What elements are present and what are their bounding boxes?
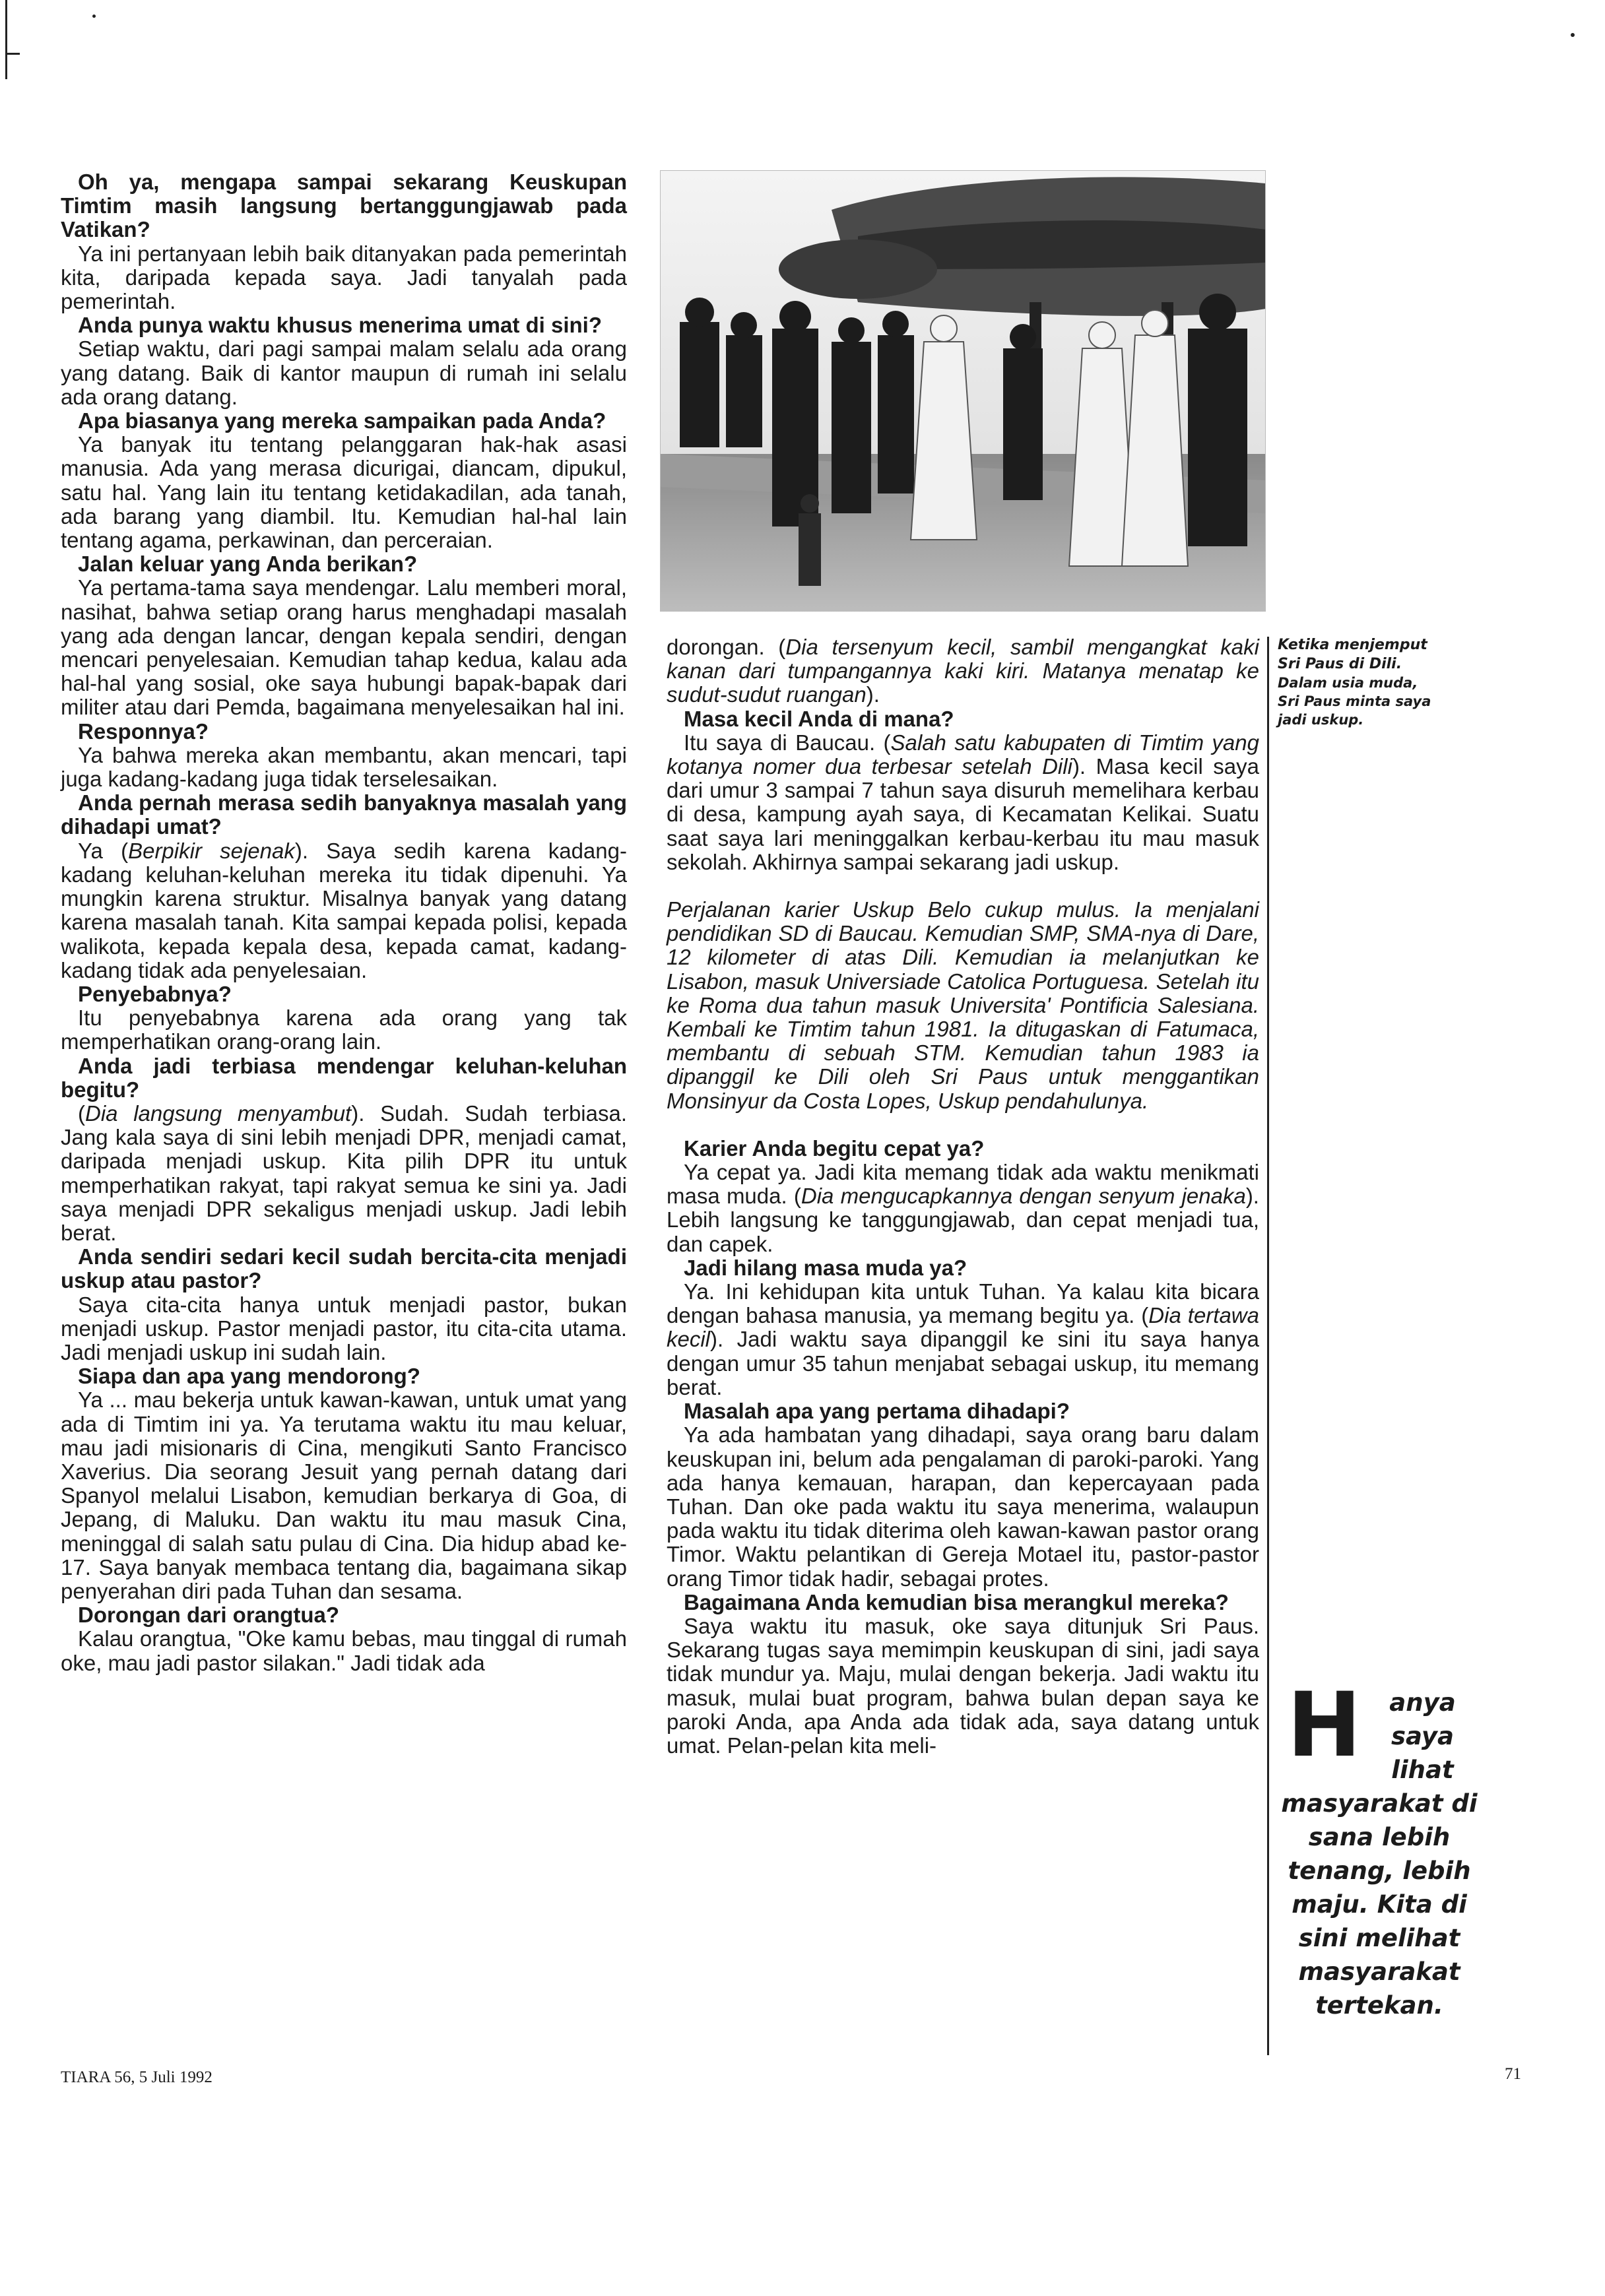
caption-rest: Dalam usia muda, Sri Paus minta saya jadi uskup. [1278,675,1431,728]
scan-speck [1571,33,1575,37]
interview-answer [61,1293,627,1365]
interview-question: Karier Anda begitu cepat ya? [684,1135,985,1161]
interview-answer [667,1280,1259,1399]
column-divider [1267,637,1269,2055]
interview-question: Responnya? [78,718,209,744]
interview-answer [667,731,1259,874]
biography-paragraph: Perjalanan karier Uskup Belo cukup mulus. Ia menjalani pendidikan SD di Baucau. Kemudian SMP, SMA-nya di Dare, 12 kilometer di atas Dili. Kemudian ia melanjutkan ke Lisabon, masuk Universiade Catolica Portuguesa. Setelah itu ke Roma dua tahun masuk Universita' Pontificia Salesiana. Kembali ke Timtim tahun 1981. Ia ditugaskan di Fatumaca, membantu di sebuah STM. Kemudian tahun 1983 ia dipanggil ke Dili oleh Sri Paus untuk menggantikan Monsinyur da Costa Lopes, Uskup pendahulunya. [667,897,1259,1113]
interview-answer [61,839,627,982]
interview-answer [667,1161,1259,1256]
stage-direction: Berpikir sejenak [128,838,295,863]
answer-text: Ya ada hambatan yang dihadapi, saya orang baru dalam keuskupan ini, belum ada pengalaman di paroki-paroki. Yang ada hanya kemauan, harapan, dan kepercayaan pada Tuhan. Dan oke pada waktu itu saya menerima, walaupun pada waktu itu tidak diterima oleh kawan-kawan pastor orang Timor. Waktu pelantikan di Gereja Motael itu, pastor-pastor orang Timor tidak hadir, sebagai protes. [667,1422,1259,1591]
answer-text: Ya cepat ya. Jadi kita memang tidak ada waktu menikmati masa muda. ( [667,1160,1259,1209]
answer-text: Setiap waktu, dari pagi sampai malam selalu ada orang yang datang. Baik di kantor maupun di rumah ini selalu ada orang datang. [61,336,627,409]
answer-text: Itu penyebabnya karena ada orang yang tak memperhatikan orang-orang lain. [61,1005,627,1054]
pull-quote-text: anya saya lihat masyarakat di sana lebih tenang, lebih maju. Kita di sini melihat masyarakat tertekan. [1281,1688,1478,2020]
interview-answer [667,635,1259,707]
pull-quote [1280,1673,1478,2022]
interview-question: Anda pernah merasa sedih banyaknya masalah yang dihadapi umat? [61,790,627,839]
answer-text: Kalau orangtua, "Oke kamu bebas, mau tinggal di rumah oke, mau jadi pastor silakan." Jadi tidak ada [61,1626,627,1675]
answer-text: Saya cita-cita hanya untuk menjadi pastor, bukan menjadi uskup. Pastor menjadi pastor, itu cita-cita utama. Jadi menjadi uskup ini sudah lain. [61,1292,627,1364]
answer-text: Itu saya di Baucau. ( [684,730,891,755]
interview-answer [61,337,627,409]
answer-text: Ya ... mau bekerja untuk kawan-kawan, untuk umat yang ada di Timtim ini ya. Ya terutama waktu itu mau keluar, mau jadi misionaris di Cina, mengikuti Santo Francisco Xaverius. Dia seorang Jesuit yang pernah datang dari Spanyol melalui Lisabon, kemudian berkarya di Goa, di Jepang, di Maluku. Dan waktu itu mau masuk Cina, meninggal di salah satu pulau di Cina. Dia hidup abad ke-17. Saya banyak membaca tentang dia, bagaimana sikap penyerahan diri pada Tuhan dan sesama. [61,1387,627,1603]
pull-quote-drop-cap: H [1287,1673,1361,1777]
page-number: 71 [1505,2065,1521,2083]
answer-text: ). Lebih langsung ke tanggungjawab, dan cepat menjadi tua, dan capek. [667,1184,1259,1256]
interview-question: Jadi hilang masa muda ya? [684,1255,967,1280]
interview-answer [61,1102,627,1245]
interview-question: Apa biasanya yang mereka sampaikan pada Anda? [78,408,606,433]
interview-answer [667,1614,1259,1758]
interview-answer [61,576,627,719]
interview-question: Jalan keluar yang Anda berikan? [78,552,418,577]
answer-text: ). Saya sedih karena kadang-kadang keluhan-keluhan mereka itu tidak dipenuhi. Ya mungkin karena struktur. Misalnya banyak yang datang karena masalah tanah. Kita sampai kepada polisi, kepada walikota, kepada kepala desa, kepada camat, kadang-kadang tidak ada penyelesaian. [61,838,627,982]
interview-answer [61,1388,627,1603]
article-column-left [61,170,627,1675]
stage-direction: Dia tersenyum kecil, sambil mengangkat kaki kanan dari tumpangannya kaki kiri. Matanya menatap ke sudut-sudut ruangan [667,635,1259,707]
answer-text: ( [78,1100,85,1126]
interview-answer [61,744,627,791]
answer-text: ). Jadi waktu saya dipanggil ke sini itu saya hanya dengan umur 35 tahun menjabat sebagai uskup, itu memang berat. [667,1327,1259,1399]
stage-direction: Dia langsung menyambut [85,1100,352,1126]
article-column-right [667,635,1259,1758]
answer-text: Ya. Ini kehidupan kita untuk Tuhan. Ya kalau kita bicara dengan bahasa manusia, ya memang begitu ya. ( [667,1279,1259,1328]
interview-question: Anda punya waktu khusus menerima umat di sini? [78,313,602,338]
answer-text: ). Masa kecil saya dari umur 3 sampai 7 tahun saya disuruh memelihara kerbau di desa, kampung ayah saya, di Kecamatan Kelikai. Suatu saat saya lari meninggalkan kerbau-kerbau itu mau masuk sekolah. Akhirnya sampai sekarang jadi uskup. [667,754,1259,874]
interview-question: Anda sendiri sedari kecil sudah bercita-cita menjadi uskup atau pastor? [61,1244,627,1293]
stage-direction: Dia mengucapkannya dengan senyum jenaka [801,1184,1246,1209]
interview-answer [61,1006,627,1054]
interview-question: Oh ya, mengapa sampai sekarang Keuskupan Timtim masih langsung bertanggungjawab pada Vatikan? [61,170,627,242]
interview-question: Penyebabnya? [78,981,232,1006]
interview-answer [61,242,627,314]
answer-text: dorongan. ( [667,635,786,659]
stage-direction: Dia tertawa kecil [667,1303,1259,1352]
answer-text: Ya ( [78,838,129,863]
answer-text: ). Sudah. Sudah terbiasa. Jang kala saya di sini lebih menjadi DPR, menjadi camat, daripada menjadi uskup. Kita pilih DPR itu untuk memperhatikan rakyat, tapi rakyat semua ke sini ya. Jadi saya menjadi DPR sekaligus menjadi uskup. Jadi lebih berat. [61,1100,628,1245]
photo-caption [1278,635,1436,729]
interview-question: Dorongan dari orangtua? [78,1603,339,1628]
stage-direction: Salah satu kabupaten di Timtim yang kotanya nomer dua terbesar setelah Dili [667,730,1259,779]
answer-text: Ya banyak itu tentang pelanggaran hak-hak asasi manusia. Ada yang merasa dicurigai, diancam, dipukul, satu hal. Yang lain itu tentang ketidakadilan, ada tanah, ada barang yang diambil. Itu. Kemudian hal-hal lain tentang agama, perkawinan, dan perceraian. [61,432,627,553]
interview-answer [667,1423,1259,1590]
answer-text: Saya waktu itu masuk, oke saya ditunjuk Sri Paus. Sekarang tugas saya memimpin keuskupan di sini, jadi saya tidak mundur ya. Maju, mulai dengan bekerja. Jadi waktu itu masuk, mulai buat program, bahwa bulan depan saya ke paroki Anda, apa Anda ada tidak ada, saya datang untuk umat. Pelan-pelan kita meli- [667,1613,1259,1758]
interview-answer [61,1627,627,1674]
issue-footer: TIARA 56, 5 Juli 1992 [61,2068,213,2086]
caption-lead: Ketika menjemput Sri Paus di Dili. [1278,637,1427,672]
answer-text: Ya ini pertanyaan lebih baik ditanyakan pada pemerintah kita, daripada kepada saya. Jadi tanyalah pada pemerintah. [61,241,627,314]
scan-speck [92,15,96,18]
crop-mark [5,0,7,79]
interview-question: Anda jadi terbiasa mendengar keluhan-keluhan begitu? [61,1053,627,1102]
answer-text: Ya pertama-tama saya mendengar. Lalu memberi moral, nasihat, bahwa setiap orang harus menghadapi masalah yang ada dengan lancar, dengan kepala sendiri, dengan mencari penyelesaian. Kemudian tahap kedua, kalau ada hal-hal yang sosial, oke saya hubungi bapak-bapak dari militer atau dari Pemda, bagaimana menyelesaikan hal ini. [61,575,627,720]
interview-question: Bagaimana Anda kemudian bisa merangkul mereka? [684,1589,1229,1614]
interview-answer [61,433,627,552]
interview-question: Masa kecil Anda di mana? [684,706,954,731]
interview-question: Masalah apa yang pertama dihadapi? [684,1399,1070,1424]
interview-question: Siapa dan apa yang mendorong? [78,1364,420,1389]
answer-text: ). [866,682,880,707]
crop-mark [5,53,20,55]
photo-pope-arrival-dili [660,170,1266,612]
answer-text: Ya bahwa mereka akan membantu, akan mencari, tapi juga kadang-kadang juga tidak terselesaikan. [61,742,627,792]
